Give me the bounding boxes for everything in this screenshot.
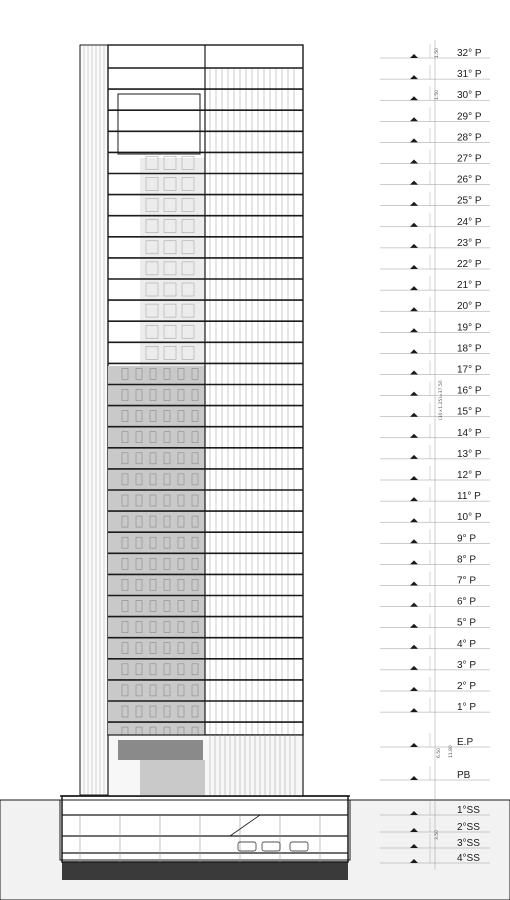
level-label: 14° P bbox=[457, 427, 482, 439]
level-marker-icon bbox=[410, 603, 418, 607]
level-marker-icon bbox=[410, 518, 418, 522]
left-curtain-wall bbox=[80, 45, 110, 795]
level-marker-icon bbox=[410, 286, 418, 290]
level-label: 8° P bbox=[457, 554, 477, 566]
level-label: 28° P bbox=[457, 132, 482, 144]
level-label: 31° P bbox=[457, 69, 482, 81]
level-marker-icon bbox=[410, 708, 418, 712]
level-marker-icon bbox=[410, 349, 418, 353]
dimension-text: 1.50 bbox=[435, 47, 440, 58]
level-label: 3° P bbox=[457, 659, 477, 671]
level-label: 18° P bbox=[457, 343, 482, 355]
level-label: 27° P bbox=[457, 153, 482, 165]
level-label: 22° P bbox=[457, 259, 482, 270]
level-label: 23° P bbox=[457, 237, 482, 249]
level-marker-icon bbox=[410, 138, 418, 142]
level-label: 24° P bbox=[457, 216, 482, 228]
level-marker-icon bbox=[410, 117, 418, 121]
level-marker-icon bbox=[410, 75, 418, 79]
level-marker-icon bbox=[410, 497, 418, 501]
basement-outline bbox=[62, 796, 348, 862]
level-label: 4°SS bbox=[457, 853, 480, 864]
level-label: 30° P bbox=[457, 90, 482, 102]
level-label: PB bbox=[457, 770, 471, 781]
level-marker-icon bbox=[410, 776, 418, 780]
level-label: 19° P bbox=[457, 322, 482, 334]
level-label: 4° P bbox=[457, 638, 477, 650]
level-label: 15° P bbox=[457, 406, 482, 418]
level-marker-icon bbox=[410, 223, 418, 227]
rooftop-frame bbox=[118, 94, 200, 154]
level-label: 1° P bbox=[457, 702, 477, 714]
level-marker-icon bbox=[410, 244, 418, 248]
level-label: 29° P bbox=[457, 111, 482, 123]
level-marker-icon bbox=[410, 328, 418, 332]
level-marker-icon bbox=[410, 687, 418, 691]
level-marker-icon bbox=[410, 265, 418, 269]
level-label: 20° P bbox=[457, 301, 482, 313]
car-outline bbox=[238, 842, 256, 851]
level-label: 10° P bbox=[457, 512, 482, 524]
dimension-text: 11.80 bbox=[449, 745, 454, 758]
level-marker-icon bbox=[410, 392, 418, 396]
car-outline bbox=[262, 842, 280, 851]
level-marker-icon bbox=[410, 54, 418, 58]
foundation-slab bbox=[62, 862, 348, 880]
level-marker-icon bbox=[410, 434, 418, 438]
level-label: E.P bbox=[457, 737, 474, 748]
car-outline bbox=[290, 842, 308, 851]
level-label: 16° P bbox=[457, 385, 482, 397]
level-label: 5° P bbox=[457, 617, 477, 629]
level-label: 11° P bbox=[457, 491, 481, 503]
level-label: 17° P bbox=[457, 364, 482, 376]
level-label: 25° P bbox=[457, 195, 482, 207]
level-label: 6° P bbox=[457, 596, 477, 608]
dimension-text: (30×1.25)=37.50 bbox=[439, 380, 444, 420]
dimension-text: 6.50 bbox=[437, 747, 442, 758]
entrance-canopy bbox=[118, 740, 203, 760]
level-label: 9° P bbox=[457, 533, 477, 545]
level-marker-icon bbox=[410, 307, 418, 311]
level-marker-icon bbox=[410, 645, 418, 649]
level-marker-icon bbox=[410, 160, 418, 164]
level-marker-icon bbox=[410, 413, 418, 417]
level-marker-icon bbox=[410, 539, 418, 543]
level-label: 21° P bbox=[457, 280, 482, 292]
level-marker-icon bbox=[410, 202, 418, 206]
level-label: 2°SS bbox=[457, 822, 480, 833]
level-marker-icon bbox=[410, 371, 418, 375]
level-marker-icon bbox=[410, 624, 418, 628]
level-label: 3°SS bbox=[457, 838, 480, 849]
level-label: 1°SS bbox=[457, 805, 480, 816]
lobby-glazing bbox=[140, 760, 205, 796]
tower-elevation bbox=[80, 45, 303, 795]
level-marker-icon bbox=[410, 743, 418, 747]
level-marker-icon bbox=[410, 582, 418, 586]
level-label: 26° P bbox=[457, 174, 482, 186]
ramp bbox=[230, 815, 300, 836]
level-marker-icon bbox=[410, 455, 418, 459]
dimension-text: 3.50 bbox=[435, 829, 440, 840]
level-marker-icon bbox=[410, 476, 418, 480]
level-marker-icon bbox=[410, 560, 418, 564]
dimension-lines bbox=[434, 40, 454, 870]
level-label: 13° P bbox=[457, 448, 482, 460]
level-marker-icon bbox=[410, 96, 418, 100]
level-label: 12° P bbox=[457, 470, 482, 481]
level-label: 32° P bbox=[457, 48, 482, 59]
dimension-text: 1.50 bbox=[435, 89, 440, 100]
level-label: 7° P bbox=[457, 575, 477, 587]
level-marker-icon bbox=[410, 666, 418, 670]
level-marker-icon bbox=[410, 181, 418, 185]
level-label: 2° P bbox=[457, 681, 477, 692]
